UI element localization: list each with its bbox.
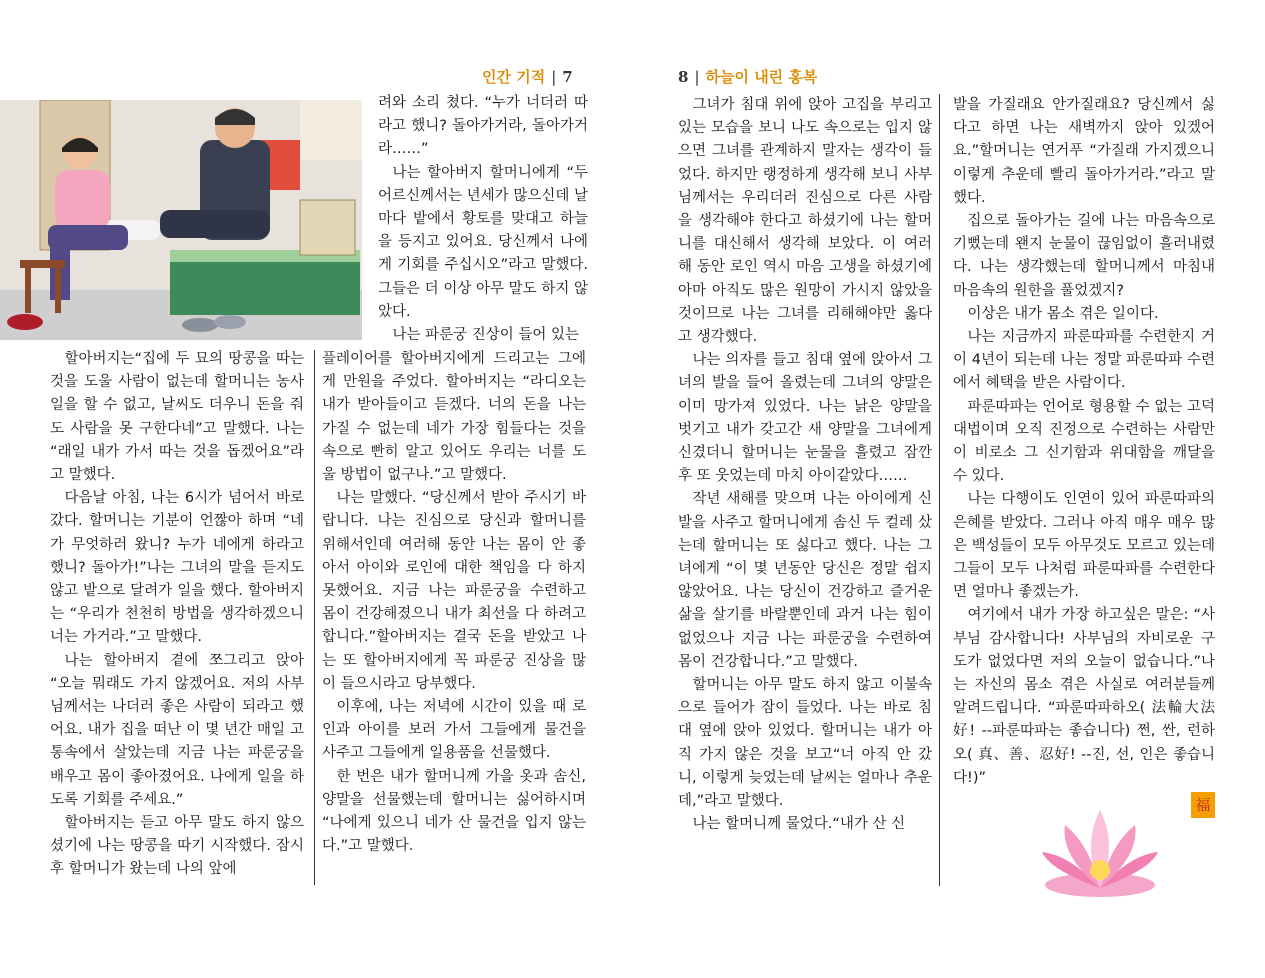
paragraph: 나는 할아버지 곁에 쪼그리고 앉아 “오늘 뭐래도 가지 않겠어요. 저의 사부님께서는 나더러 좋은 사람이 되라고 했어요. 내가 집을 떠난 이 몇 년간 매일 고통속에서 살았는데 지금 나는 파룬궁을 배우고 몸이 좋아졌어요. 나에게 일을 하도록 기회를 주세요.”: [50, 652, 304, 808]
paragraph: 파룬따파는 언어로 형용할 수 없는 고덕대법이며 오직 진정으로 수련하는 사람만이 비로소 그 신기함과 위대함을 깨달을 수 있다.: [953, 398, 1215, 485]
left-header-separator: |: [551, 68, 557, 86]
paragraph: 나는 의자를 들고 침대 옆에 앉아서 그녀의 발을 들어 올렸는데 그녀의 양말은 이미 망가져 있었다. 나는 낡은 양말을 벗기고 내가 갖고간 새 양말을 그녀에게 신겼더니 할머니는 눈물을 흘렸고 잠깐후 또 웃었는데 마치 아이같았다……: [678, 352, 932, 485]
paragraph: 려와 소리 쳤다. “누가 너더러 따라고 했니? 돌아가거라, 돌아가거라……”: [378, 95, 588, 158]
left-page-column-1: [50, 348, 304, 882]
right-header-title: 하늘이 내린 홍복: [705, 68, 818, 86]
paragraph: 작년 새해를 맞으며 나는 아이에게 신발을 사주고 할머니에게 솜신 두 컬레 샀는데 할머니는 또 싫다고 했다. 나는 그녀에게 “이 몇 년동안 당신은 정말 쉽지 않았어요. 나는 당신이 건강하고 즐거운 삶을 살기를 바랄뿐인데 과거 나는 힘이 없었으나 지금 나는 파룬궁을 수련하여 몸이 건강합니다.”고 말했다.: [678, 491, 932, 670]
paragraph: 할머니는 아무 말도 하지 않고 이불속으로 들어가 잠이 들었다. 나는 바로 침대 옆에 앉아 있었다. 할머니는 내가 아직 가지 않은 것을 보고“너 아직 안 갔니, 이렇게 늦었는데 날씨는 얼마나 추운데,”라고 말했다.: [678, 677, 932, 810]
right-page-header: [678, 66, 817, 87]
paragraph: 이후에, 나는 저녁에 시간이 있을 때 로인과 아이를 보러 가서 그들에게 물건을 사주고 그들에게 일용품을 선물했다.: [322, 699, 586, 762]
paragraph: 집으로 돌아가는 길에 나는 마음속으로 기뻤는데 왠지 눈물이 끊임없이 흘러내렸다. 나는 생각했는데 할머니께서 마침내 마음속의 원한을 풀었겠지?: [953, 213, 1215, 299]
paragraph: 그녀가 침대 위에 앉아 고집을 부리고 있는 모습을 보니 나도 속으로는 입지 않으면 그녀를 관계하지 말자는 생각이 들었다. 하지만 랭정하게 생각해 보니 사부님께서는 우리더러 진심으로 다른 사람을 생각해야 한다고 하셨기에 나는 할머니를 대신해서 생각해 보았다. 이 여러 해 동안 로인 역시 마음 고생을 하셨기에 아마 아직도 많은 원망이 가시지 않았을 것이므로 나는 그녀를 리해해야만 옳다고 생각했다.: [678, 97, 932, 346]
paragraph: 다음날 아침, 나는 6시가 넘어서 바로 갔다. 할머니는 기분이 언짢아 하며 “네가 무엇하러 왔니? 누가 네에게 하라고 했니? 돌아가!”나는 그녀의 말을 듣지도 않고 밭으로 달려가 일을 했다. 할아버지는 “우리가 천천히 방법을 생각하겠으니 너는 가거라.”고 말했다.: [50, 490, 304, 646]
grandmother-and-girl-illustration: [0, 100, 362, 340]
paragraph: 나는 지금까지 파룬따파를 수련한지 거이 4년이 되는데 나는 정말 파룬따파 수련에서 혜택을 받은 사람이다.: [953, 329, 1215, 392]
left-page-header: [482, 66, 573, 87]
left-page-column-2: [322, 348, 586, 858]
paragraph: 플레이어를 할아버지에게 드리고는 그에게 만원을 주었다. 할아버지는 “라디오는 내가 받아들이고 듣겠다. 너의 돈을 나는 가질 수 없는데 네가 가장 힘들다는 것을 속으로 빤히 알고 있어도 우리는 너를 도울 방법이 없구나.”고 말했다.: [322, 351, 586, 484]
right-page-number: 8: [678, 68, 689, 86]
paragraph: 한 번은 내가 할머니께 가을 옷과 솜신, 양말을 선물했는데 할머니는 싫어하시며 “나에게 있으니 네가 산 물건을 입지 않는다.”고 말했다.: [322, 768, 586, 855]
paragraph: 나는 할아버지 할머니에게 “두 어르신께서는 년세가 많으신데 날마다 밭에서 황토를 맞대고 하늘을 등지고 있어요. 당신께서 나에게 기회를 주십시오”라고 말했다. 그들은 더 이상 아무 말도 하지 않았다.: [378, 164, 588, 320]
right-page-column-1: [678, 94, 932, 837]
column-divider: [314, 350, 315, 885]
paragraph: 나는 파룬궁 진상이 들어 있는: [392, 327, 580, 344]
paragraph: 나는 할머니께 물었다.“내가 산 신: [692, 816, 906, 833]
paragraph: 여기에서 내가 가장 하고싶은 말은: “사부님 감사합니다! 사부님의 자비로운 구도가 없었다면 저의 오늘이 없습니다.”나는 자신의 몸소 겪은 사실로 여러분들께 알려드립니다. “파룬따파하오( 法輪大法好! --파룬따파는 좋습니다) 쩐, 싼, 런하오( 真、善、忍好! --진, 선, 인은 좋습니다!)”: [953, 607, 1215, 786]
fu-character-badge: 福: [1191, 792, 1215, 818]
paragraph: 나는 말했다. “당신께서 받아 주시기 바랍니다. 나는 진심으로 당신과 할머니를 위해서인데 여러해 동안 나는 몸이 안 좋아서 아이와 로인에 대한 책임을 다 하지 못했어요. 지금 나는 파룬궁을 수련하고 몸이 건강해졌으니 내가 최선을 다 하려고 합니다.”할아버지는 결국 돈을 받았고 나는 또 할아버지에게 꼭 파룬궁 진상을 많이 들으시라고 당부했다.: [322, 490, 586, 692]
left-page-number: 7: [562, 68, 573, 86]
right-page-column-2: [953, 94, 1215, 818]
lotus-flower-icon: [1030, 800, 1170, 900]
left-page-top-column: [378, 92, 588, 347]
paragraph: 나는 다행이도 인연이 있어 파룬따파의 은혜를 받았다. 그러나 아직 매우 매우 많은 백성들이 모두 아무것도 모르고 있는데 그들이 모두 나처럼 파룬따파를 수련한다면 얼마나 좋겠는가.: [953, 491, 1215, 601]
paragraph: 할아버지는“집에 두 묘의 땅콩을 따는 것을 도울 사람이 없는데 할머니는 농사일을 할 수 없고, 날씨도 더우니 돈을 줘도 사람을 못 구한다네”고 말했다. 나는 “래일 내가 가서 따는 것을 돕겠어요”라고 말했다.: [50, 351, 304, 484]
left-header-title: 인간 기적: [482, 68, 546, 86]
paragraph: 이상은 내가 몸소 겪은 일이다.: [967, 305, 1159, 322]
column-divider: [939, 94, 940, 886]
right-header-separator: |: [694, 68, 700, 86]
paragraph: 발을 가질래요 안가질래요? 당신께서 싫다고 하면 나는 새벽까지 앉아 있겠어요.”할머니는 연거푸 “가질래 가지겠으니 이렇게 추운데 빨리 돌아가거라.”라고 말했다.: [953, 97, 1215, 206]
paragraph: 할아버지는 듣고 아무 말도 하지 않으셨기에 나는 땅콩을 따기 시작했다. 잠시 후 할머니가 왔는데 나의 앞에: [50, 815, 304, 878]
